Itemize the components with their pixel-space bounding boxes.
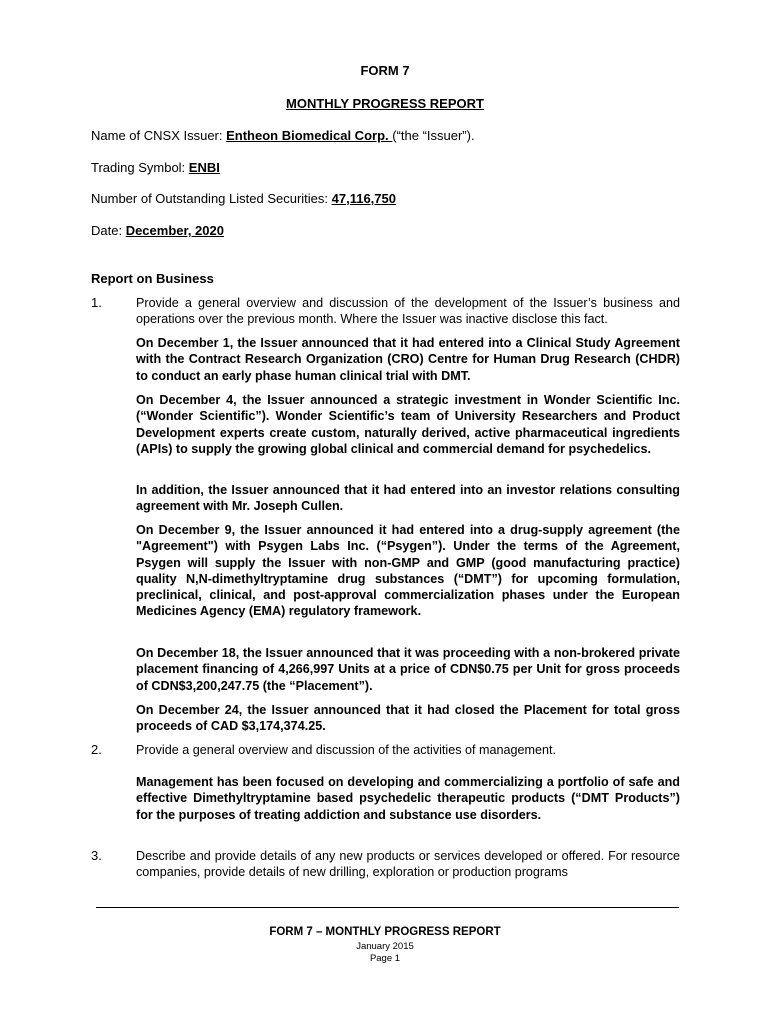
item-2-answer-1: Management has been focused on developing and commercializing a portfolio of safe and effective Dimethyltryptamine based psychedelic therapeutic products (“DMT Products”) for the purposes of treating addiction and substance use disorders. xyxy=(136,775,680,822)
securities-line xyxy=(91,191,396,206)
symbol-label: Trading Symbol: xyxy=(91,160,189,175)
footer-title: FORM 7 – MONTHLY PROGRESS REPORT xyxy=(269,926,501,938)
item-1-question: Provide a general overview and discussion of the development of the Issuer’s business and operations over the previous month. Where the Issuer was inactive disclose this fact. xyxy=(136,296,680,327)
item-1-number: 1. xyxy=(91,295,102,310)
symbol-line xyxy=(91,160,220,175)
issuer-line xyxy=(91,128,475,143)
issuer-label: Name of CNSX Issuer: xyxy=(91,128,227,143)
issuer-value: Entheon Biomedical Corp. xyxy=(226,128,393,143)
securities-value: 47,116,750 xyxy=(331,191,396,206)
footer-page: Page 1 xyxy=(369,953,401,964)
item-1-answer-6: On December 24, the Issuer announced that it had closed the Placement for total gross proceeds of CAD $3,174,374.25. xyxy=(136,703,680,734)
date-label: Date: xyxy=(91,223,126,238)
item-3-number: 3. xyxy=(91,848,102,863)
footer-date: January 2015 xyxy=(356,941,414,952)
date-line xyxy=(91,223,224,238)
section-heading: Report on Business xyxy=(91,271,214,286)
date-value: December, 2020 xyxy=(125,223,224,238)
report-title: MONTHLY PROGRESS REPORT xyxy=(286,96,484,111)
item-1-answer-2: On December 4, the Issuer announced a strategic investment in Wonder Scientific Inc. (“Wonder Scientific”). Wonder Scientific’s team of University Researchers and Product Development experts create custom, naturally derived, active pharmaceutical ingredients (APIs) to supply the growing global clinical and commercial demand for psychedelics. xyxy=(136,393,680,456)
issuer-suffix: (“the “Issuer”). xyxy=(392,128,475,143)
footer-rule xyxy=(96,907,679,908)
form-label: FORM 7 xyxy=(360,63,410,78)
item-1-answer-4: On December 9, the Issuer announced it had entered into a drug-supply agreement (the "Agreement") with Psygen Labs Inc. (“Psygen”). Under the terms of the Agreement, Psygen will supply the Issuer with non-GMP and GMP (good manufacturing practice) quality N,N-dimethyltryptamine drug substances (“DMT”) for upcoming formulation, preclinical, clinical, and post-approval commercialization phases under the European Medicines Agency (EMA) regulatory framework. xyxy=(136,523,680,619)
item-1-answer-5: On December 18, the Issuer announced that it was proceeding with a non-brokered private placement financing of 4,266,997 Units at a price of CDN$0.75 per Unit for gross proceeds of CDN$3,200,247.75 (the “Placement”). xyxy=(136,646,680,693)
item-1-answer-3: In addition, the Issuer announced that it had entered into an investor relations consulting agreement with Mr. Joseph Cullen. xyxy=(136,483,680,514)
item-2-number: 2. xyxy=(91,742,102,757)
symbol-value: ENBI xyxy=(188,160,220,175)
securities-label: Number of Outstanding Listed Securities: xyxy=(91,191,332,206)
item-1-answer-1: On December 1, the Issuer announced that it had entered into a Clinical Study Agreement with the Contract Research Organization (CRO) Centre for Human Drug Research (CHDR) to conduct an early phase human clinical trial with DMT. xyxy=(136,336,680,383)
item-2-question: Provide a general overview and discussion of the activities of management. xyxy=(136,743,557,757)
item-3-question: Describe and provide details of any new products or services developed or offered. For resource companies, provide details of new drilling, exploration or production programs xyxy=(136,849,680,880)
